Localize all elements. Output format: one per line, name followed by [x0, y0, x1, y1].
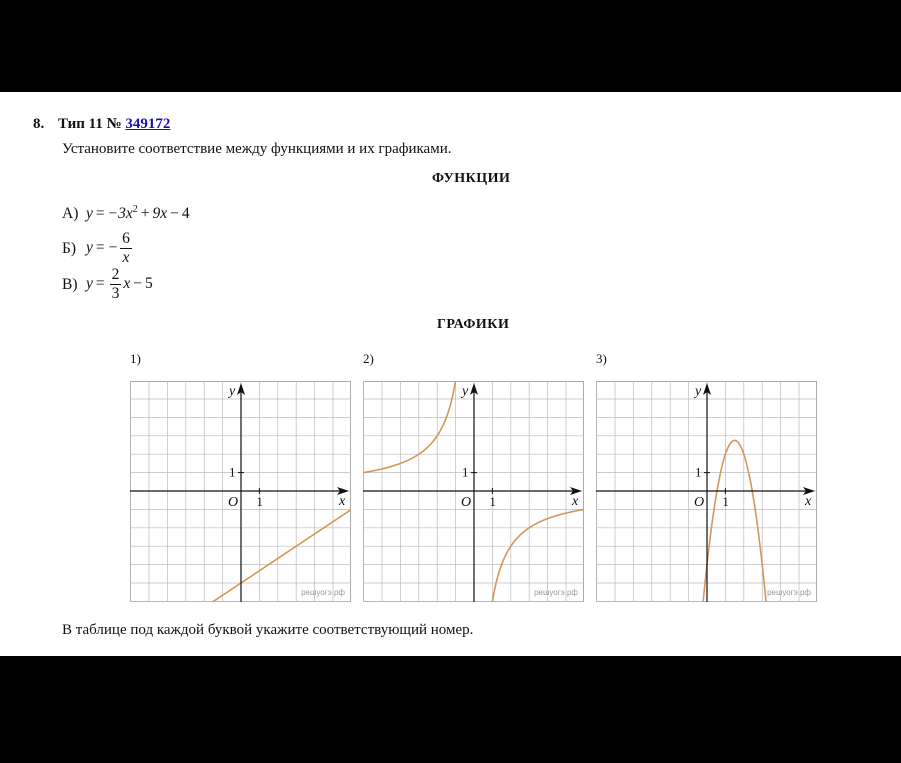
x-tick-label: 1	[256, 494, 263, 509]
origin-label: O	[461, 495, 472, 510]
function-b	[62, 230, 134, 267]
origin-label: O	[694, 495, 705, 510]
function-label: В)	[62, 275, 78, 293]
graph-svg	[130, 381, 351, 602]
graph-3	[596, 381, 817, 602]
x-tick-label: 1	[722, 494, 729, 509]
function-a	[62, 204, 190, 223]
task-number: 8.	[33, 116, 45, 132]
watermark: решуогэ.рф	[534, 588, 578, 597]
task-instruction: Установите соответствие между функциями и их графиками.	[62, 141, 452, 157]
function-formula: y = − $\frac{6}{x}$	[86, 230, 130, 266]
functions-title: ФУНКЦИИ	[432, 171, 511, 186]
watermark: решуогэ.рф	[301, 588, 345, 597]
function-c	[62, 266, 153, 303]
task-footer: В таблице под каждой буквой укажите соответствующий номер.	[62, 622, 474, 638]
y-axis-label: y	[462, 384, 469, 399]
graph-svg	[363, 381, 584, 602]
graph-2-label: 2)	[363, 351, 374, 366]
task-id-link[interactable]: 349172	[125, 116, 171, 132]
task-header	[33, 116, 170, 133]
y-axis-label: y	[695, 384, 702, 399]
function-formula: y = $\frac{2}{3}$ x − 5	[86, 266, 153, 302]
graphs-title: ГРАФИКИ	[437, 317, 510, 332]
x-axis-label: x	[805, 494, 812, 509]
graph-3-label: 3)	[596, 351, 607, 366]
graph-svg	[596, 381, 817, 602]
function-formula: $y = -3x^2 + 9x - 4$	[86, 204, 190, 223]
task-page	[0, 92, 901, 656]
watermark: решуогэ.рф	[767, 588, 811, 597]
graph-1	[130, 381, 351, 602]
function-label: А)	[62, 204, 79, 222]
y-tick-label: 1	[462, 464, 469, 480]
y-axis-label: y	[229, 384, 236, 399]
y-tick-label: 1	[229, 464, 236, 480]
task-type: Тип 11 №	[58, 116, 122, 132]
x-tick-label: 1	[489, 494, 496, 509]
x-axis-label: x	[572, 494, 579, 509]
graph-1-label: 1)	[130, 351, 141, 366]
x-axis-label: x	[339, 494, 346, 509]
function-label: Б)	[62, 239, 77, 257]
graph-2	[363, 381, 584, 602]
origin-label: O	[228, 495, 239, 510]
y-tick-label: 1	[695, 464, 702, 480]
